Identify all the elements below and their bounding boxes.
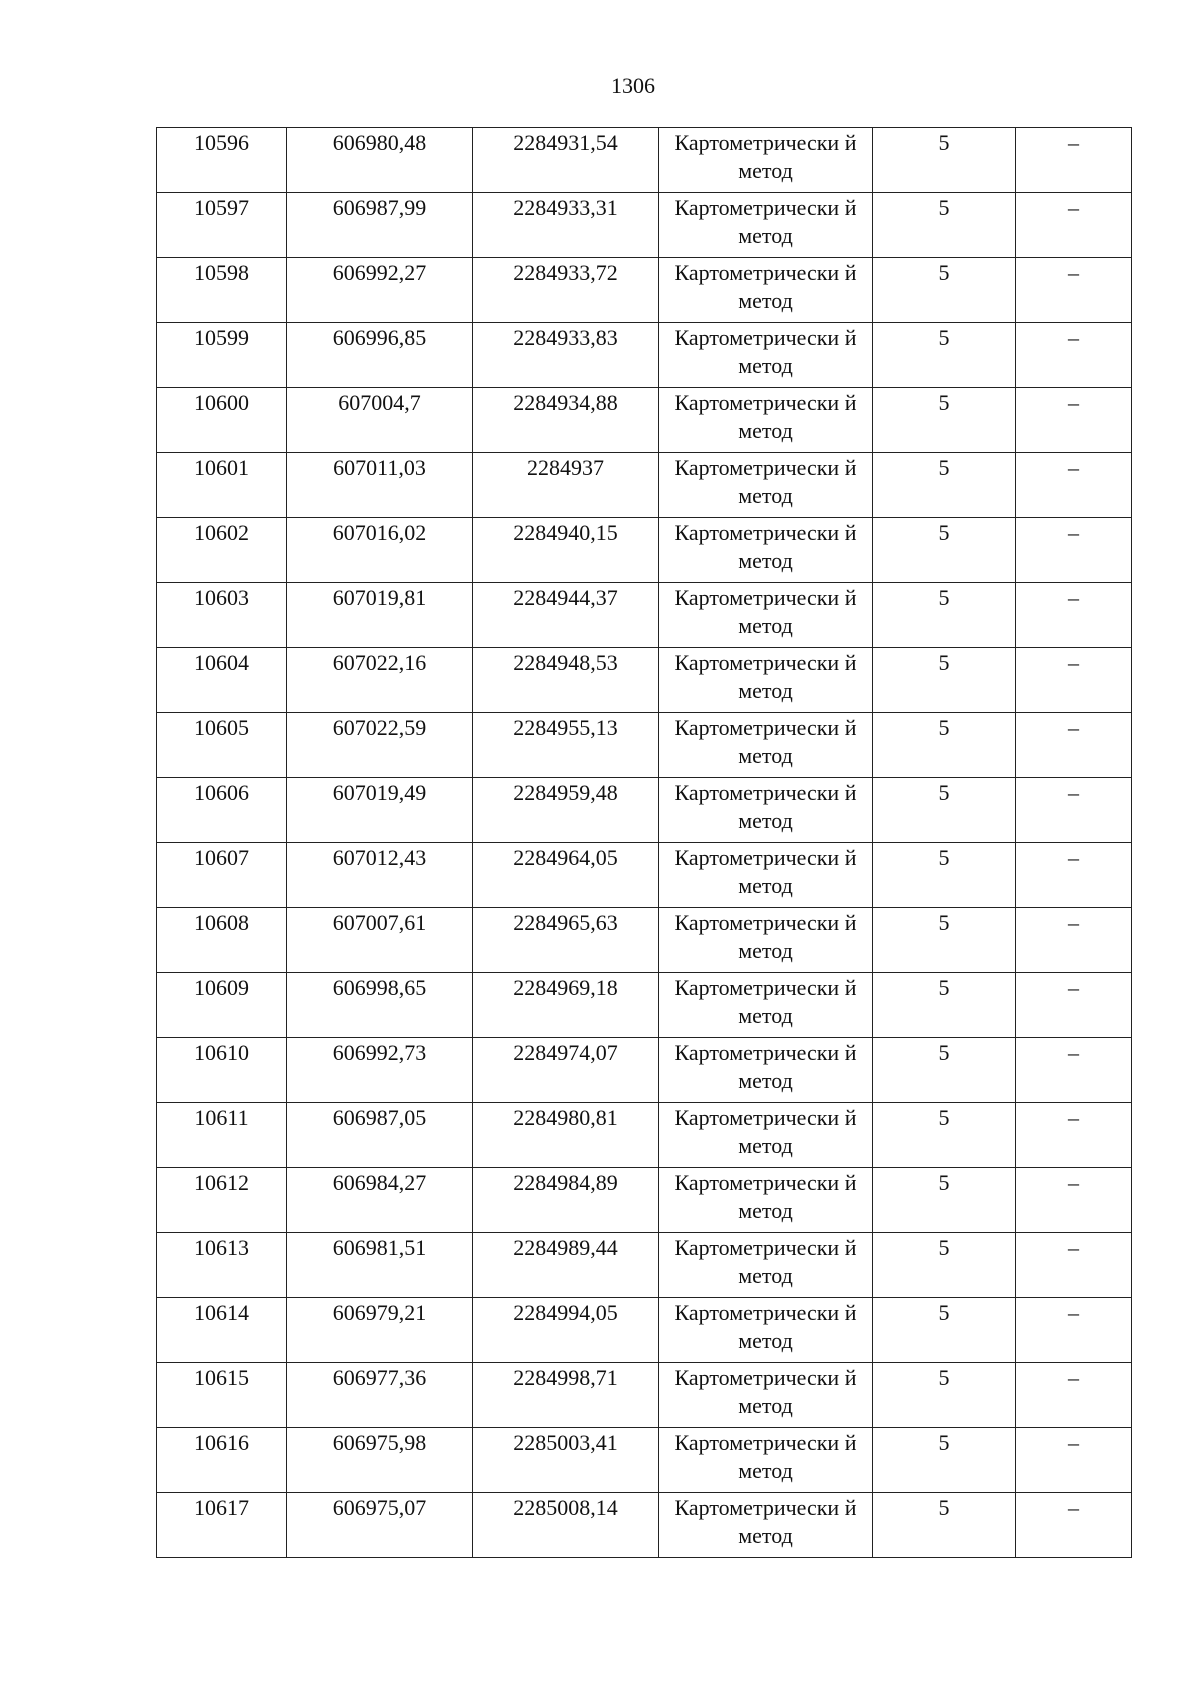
y-coordinate-cell-text: 2284964,05 <box>513 845 618 870</box>
note-cell <box>1016 128 1132 193</box>
accuracy-cell <box>873 453 1016 518</box>
accuracy-cell-text: 5 <box>938 1235 950 1260</box>
method-cell-text: Картометрически й метод <box>674 1430 857 1483</box>
method-cell <box>659 453 873 518</box>
y-coordinate-cell <box>473 1428 659 1493</box>
method-cell <box>659 908 873 973</box>
accuracy-cell-text: 5 <box>938 1430 950 1455</box>
y-coordinate-cell-text: 2284969,18 <box>513 975 618 1000</box>
note-cell-text: – <box>1068 910 1079 935</box>
note-cell <box>1016 453 1132 518</box>
y-coordinate-cell-text: 2284994,05 <box>513 1300 618 1325</box>
note-cell-text: – <box>1068 195 1079 220</box>
note-cell <box>1016 843 1132 908</box>
accuracy-cell <box>873 1428 1016 1493</box>
method-cell-text: Картометрически й метод <box>674 520 857 573</box>
point-id-cell <box>157 1168 287 1233</box>
y-coordinate-cell-text: 2284955,13 <box>513 715 618 740</box>
method-cell-text: Картометрически й метод <box>674 780 857 833</box>
table-row <box>157 128 1132 193</box>
accuracy-cell-text: 5 <box>938 1300 950 1325</box>
x-coordinate-cell <box>287 1428 473 1493</box>
y-coordinate-cell-text: 2284940,15 <box>513 520 618 545</box>
method-cell-text: Картометрически й метод <box>674 1365 857 1418</box>
method-cell-text: Картометрически й метод <box>674 455 857 508</box>
accuracy-cell-text: 5 <box>938 325 950 350</box>
method-cell-text: Картометрически й метод <box>674 715 857 768</box>
y-coordinate-cell-text: 2284965,63 <box>513 910 618 935</box>
note-cell <box>1016 973 1132 1038</box>
point-id-cell-text: 10617 <box>194 1495 249 1520</box>
point-id-cell <box>157 1493 287 1558</box>
table-row <box>157 1168 1132 1233</box>
y-coordinate-cell <box>473 128 659 193</box>
note-cell-text: – <box>1068 1105 1079 1130</box>
method-cell-text: Картометрически й метод <box>674 1105 857 1158</box>
point-id-cell <box>157 973 287 1038</box>
y-coordinate-cell-text: 2284933,83 <box>513 325 618 350</box>
x-coordinate-cell-text: 607004,7 <box>338 390 421 415</box>
x-coordinate-cell <box>287 388 473 453</box>
y-coordinate-cell <box>473 1363 659 1428</box>
point-id-cell-text: 10607 <box>194 845 249 870</box>
point-id-cell <box>157 843 287 908</box>
accuracy-cell-text: 5 <box>938 1105 950 1130</box>
x-coordinate-cell <box>287 518 473 583</box>
note-cell <box>1016 1493 1132 1558</box>
table-row <box>157 648 1132 713</box>
point-id-cell-text: 10600 <box>194 390 249 415</box>
method-cell <box>659 1103 873 1168</box>
point-id-cell-text: 10614 <box>194 1300 249 1325</box>
method-cell <box>659 843 873 908</box>
method-cell <box>659 1363 873 1428</box>
method-cell <box>659 1493 873 1558</box>
point-id-cell <box>157 388 287 453</box>
point-id-cell-text: 10615 <box>194 1365 249 1390</box>
y-coordinate-cell <box>473 193 659 258</box>
accuracy-cell <box>873 128 1016 193</box>
note-cell <box>1016 1168 1132 1233</box>
accuracy-cell <box>873 1363 1016 1428</box>
method-cell-text: Картометрически й метод <box>674 325 857 378</box>
note-cell-text: – <box>1068 1040 1079 1065</box>
accuracy-cell-text: 5 <box>938 1040 950 1065</box>
note-cell-text: – <box>1068 585 1079 610</box>
y-coordinate-cell <box>473 388 659 453</box>
note-cell-text: – <box>1068 1430 1079 1455</box>
x-coordinate-cell-text: 606975,98 <box>332 1430 427 1455</box>
x-coordinate-cell <box>287 778 473 843</box>
point-id-cell-text: 10613 <box>194 1235 249 1260</box>
note-cell-text: – <box>1068 1495 1079 1520</box>
y-coordinate-cell <box>473 453 659 518</box>
y-coordinate-cell <box>473 518 659 583</box>
method-cell <box>659 1168 873 1233</box>
table-row <box>157 453 1132 518</box>
note-cell <box>1016 1038 1132 1103</box>
x-coordinate-cell <box>287 843 473 908</box>
x-coordinate-cell-text: 607007,61 <box>332 910 427 935</box>
method-cell <box>659 583 873 648</box>
method-cell-text: Картометрически й метод <box>674 390 857 443</box>
x-coordinate-cell-text: 607012,43 <box>332 845 427 870</box>
accuracy-cell <box>873 843 1016 908</box>
note-cell-text: – <box>1068 390 1079 415</box>
note-cell-text: – <box>1068 1235 1079 1260</box>
y-coordinate-cell <box>473 1038 659 1103</box>
point-id-cell-text: 10612 <box>194 1170 249 1195</box>
point-id-cell <box>157 583 287 648</box>
method-cell-text: Картометрически й метод <box>674 130 857 183</box>
y-coordinate-cell-text: 2284933,72 <box>513 260 618 285</box>
method-cell <box>659 1298 873 1363</box>
table-row <box>157 778 1132 843</box>
note-cell-text: – <box>1068 520 1079 545</box>
point-id-cell <box>157 1298 287 1363</box>
y-coordinate-cell <box>473 258 659 323</box>
x-coordinate-cell <box>287 1103 473 1168</box>
y-coordinate-cell-text: 2284989,44 <box>513 1235 618 1260</box>
table-row <box>157 388 1132 453</box>
note-cell-text: – <box>1068 845 1079 870</box>
note-cell <box>1016 518 1132 583</box>
table-row <box>157 583 1132 648</box>
x-coordinate-cell-text: 606992,73 <box>332 1040 427 1065</box>
point-id-cell-text: 10596 <box>194 130 249 155</box>
accuracy-cell <box>873 518 1016 583</box>
x-coordinate-cell-text: 607022,59 <box>332 715 427 740</box>
x-coordinate-cell <box>287 128 473 193</box>
x-coordinate-cell <box>287 1168 473 1233</box>
accuracy-cell <box>873 1298 1016 1363</box>
table-row <box>157 1233 1132 1298</box>
table-row <box>157 193 1132 258</box>
table-row <box>157 323 1132 388</box>
point-id-cell <box>157 1103 287 1168</box>
point-id-cell <box>157 1233 287 1298</box>
point-id-cell-text: 10598 <box>194 260 249 285</box>
accuracy-cell-text: 5 <box>938 650 950 675</box>
x-coordinate-cell-text: 606979,21 <box>332 1300 427 1325</box>
accuracy-cell-text: 5 <box>938 910 950 935</box>
note-cell <box>1016 908 1132 973</box>
method-cell <box>659 713 873 778</box>
point-id-cell-text: 10604 <box>194 650 249 675</box>
coordinates-table <box>156 127 1132 1558</box>
note-cell <box>1016 713 1132 778</box>
x-coordinate-cell <box>287 973 473 1038</box>
point-id-cell-text: 10597 <box>194 195 249 220</box>
method-cell <box>659 1428 873 1493</box>
y-coordinate-cell <box>473 648 659 713</box>
note-cell <box>1016 778 1132 843</box>
x-coordinate-cell <box>287 453 473 518</box>
method-cell-text: Картометрически й метод <box>674 1235 857 1288</box>
x-coordinate-cell-text: 607016,02 <box>332 520 427 545</box>
note-cell <box>1016 388 1132 453</box>
method-cell-text: Картометрически й метод <box>674 195 857 248</box>
accuracy-cell <box>873 1493 1016 1558</box>
point-id-cell-text: 10605 <box>194 715 249 740</box>
note-cell <box>1016 1233 1132 1298</box>
x-coordinate-cell-text: 607019,49 <box>332 780 427 805</box>
accuracy-cell <box>873 908 1016 973</box>
x-coordinate-cell <box>287 583 473 648</box>
x-coordinate-cell-text: 606996,85 <box>332 325 427 350</box>
y-coordinate-cell-text: 2284933,31 <box>513 195 618 220</box>
method-cell <box>659 973 873 1038</box>
note-cell <box>1016 1298 1132 1363</box>
y-coordinate-cell-text: 2284944,37 <box>513 585 618 610</box>
point-id-cell <box>157 1428 287 1493</box>
y-coordinate-cell-text: 2284931,54 <box>513 130 618 155</box>
point-id-cell-text: 10606 <box>194 780 249 805</box>
x-coordinate-cell <box>287 1298 473 1363</box>
y-coordinate-cell <box>473 843 659 908</box>
x-coordinate-cell <box>287 1363 473 1428</box>
y-coordinate-cell <box>473 713 659 778</box>
method-cell-text: Картометрически й метод <box>674 585 857 638</box>
note-cell <box>1016 583 1132 648</box>
method-cell-text: Картометрически й метод <box>674 910 857 963</box>
note-cell <box>1016 258 1132 323</box>
note-cell-text: – <box>1068 455 1079 480</box>
method-cell <box>659 323 873 388</box>
note-cell-text: – <box>1068 650 1079 675</box>
y-coordinate-cell <box>473 1168 659 1233</box>
table-row <box>157 1428 1132 1493</box>
accuracy-cell-text: 5 <box>938 455 950 480</box>
point-id-cell-text: 10599 <box>194 325 249 350</box>
accuracy-cell-text: 5 <box>938 195 950 220</box>
method-cell-text: Картометрически й метод <box>674 1170 857 1223</box>
point-id-cell-text: 10616 <box>194 1430 249 1455</box>
x-coordinate-cell <box>287 648 473 713</box>
x-coordinate-cell <box>287 1038 473 1103</box>
note-cell <box>1016 1363 1132 1428</box>
x-coordinate-cell-text: 606987,99 <box>332 195 427 220</box>
accuracy-cell <box>873 323 1016 388</box>
y-coordinate-cell-text: 2285008,14 <box>513 1495 618 1520</box>
x-coordinate-cell <box>287 1493 473 1558</box>
note-cell-text: – <box>1068 780 1079 805</box>
x-coordinate-cell-text: 606984,27 <box>332 1170 427 1195</box>
accuracy-cell-text: 5 <box>938 1170 950 1195</box>
y-coordinate-cell <box>473 1103 659 1168</box>
method-cell-text: Картометрически й метод <box>674 650 857 703</box>
note-cell <box>1016 323 1132 388</box>
table-row <box>157 973 1132 1038</box>
point-id-cell-text: 10611 <box>194 1105 249 1130</box>
x-coordinate-cell <box>287 908 473 973</box>
accuracy-cell-text: 5 <box>938 715 950 740</box>
method-cell <box>659 193 873 258</box>
coordinates-table-body <box>157 128 1132 1558</box>
x-coordinate-cell <box>287 323 473 388</box>
x-coordinate-cell-text: 606980,48 <box>332 130 427 155</box>
x-coordinate-cell-text: 606987,05 <box>332 1105 427 1130</box>
y-coordinate-cell <box>473 1493 659 1558</box>
accuracy-cell <box>873 258 1016 323</box>
method-cell-text: Картометрически й метод <box>674 1040 857 1093</box>
point-id-cell-text: 10601 <box>194 455 249 480</box>
method-cell <box>659 1233 873 1298</box>
accuracy-cell-text: 5 <box>938 585 950 610</box>
y-coordinate-cell <box>473 778 659 843</box>
table-row <box>157 1038 1132 1103</box>
y-coordinate-cell <box>473 1233 659 1298</box>
table-row <box>157 908 1132 973</box>
note-cell-text: – <box>1068 975 1079 1000</box>
point-id-cell <box>157 518 287 583</box>
y-coordinate-cell-text: 2284974,07 <box>513 1040 618 1065</box>
accuracy-cell <box>873 583 1016 648</box>
point-id-cell <box>157 193 287 258</box>
y-coordinate-cell-text: 2284984,89 <box>513 1170 618 1195</box>
accuracy-cell-text: 5 <box>938 780 950 805</box>
method-cell-text: Картометрически й метод <box>674 260 857 313</box>
note-cell-text: – <box>1068 325 1079 350</box>
point-id-cell <box>157 1038 287 1103</box>
accuracy-cell <box>873 1233 1016 1298</box>
x-coordinate-cell-text: 606981,51 <box>332 1235 427 1260</box>
accuracy-cell <box>873 648 1016 713</box>
accuracy-cell <box>873 1038 1016 1103</box>
y-coordinate-cell <box>473 323 659 388</box>
method-cell <box>659 648 873 713</box>
method-cell-text: Картометрически й метод <box>674 1300 857 1353</box>
x-coordinate-cell <box>287 1233 473 1298</box>
accuracy-cell <box>873 1103 1016 1168</box>
accuracy-cell-text: 5 <box>938 130 950 155</box>
point-id-cell <box>157 713 287 778</box>
accuracy-cell <box>873 388 1016 453</box>
accuracy-cell <box>873 713 1016 778</box>
accuracy-cell <box>873 193 1016 258</box>
table-row <box>157 843 1132 908</box>
table-row <box>157 1298 1132 1363</box>
accuracy-cell-text: 5 <box>938 1495 950 1520</box>
y-coordinate-cell-text: 2284959,48 <box>513 780 618 805</box>
point-id-cell <box>157 453 287 518</box>
y-coordinate-cell <box>473 1298 659 1363</box>
table-row <box>157 258 1132 323</box>
method-cell <box>659 518 873 583</box>
point-id-cell-text: 10610 <box>194 1040 249 1065</box>
point-id-cell <box>157 128 287 193</box>
method-cell <box>659 1038 873 1103</box>
accuracy-cell-text: 5 <box>938 845 950 870</box>
y-coordinate-cell-text: 2284948,53 <box>513 650 618 675</box>
x-coordinate-cell-text: 607022,16 <box>332 650 427 675</box>
note-cell-text: – <box>1068 130 1079 155</box>
accuracy-cell-text: 5 <box>938 975 950 1000</box>
method-cell-text: Картометрически й метод <box>674 845 857 898</box>
note-cell <box>1016 1103 1132 1168</box>
page-number: 1306 <box>611 73 655 98</box>
point-id-cell <box>157 908 287 973</box>
table-row <box>157 518 1132 583</box>
accuracy-cell <box>873 973 1016 1038</box>
note-cell <box>1016 648 1132 713</box>
method-cell <box>659 128 873 193</box>
table-row <box>157 713 1132 778</box>
y-coordinate-cell-text: 2284937 <box>527 455 604 480</box>
x-coordinate-cell <box>287 713 473 778</box>
point-id-cell <box>157 1363 287 1428</box>
point-id-cell <box>157 778 287 843</box>
accuracy-cell-text: 5 <box>938 390 950 415</box>
point-id-cell <box>157 258 287 323</box>
note-cell-text: – <box>1068 715 1079 740</box>
note-cell-text: – <box>1068 1365 1079 1390</box>
method-cell <box>659 258 873 323</box>
table-row <box>157 1103 1132 1168</box>
accuracy-cell-text: 5 <box>938 260 950 285</box>
x-coordinate-cell-text: 606992,27 <box>332 260 427 285</box>
method-cell <box>659 388 873 453</box>
method-cell-text: Картометрически й метод <box>674 975 857 1028</box>
point-id-cell-text: 10609 <box>194 975 249 1000</box>
note-cell-text: – <box>1068 260 1079 285</box>
y-coordinate-cell-text: 2284980,81 <box>513 1105 618 1130</box>
note-cell <box>1016 193 1132 258</box>
x-coordinate-cell-text: 606977,36 <box>332 1365 427 1390</box>
x-coordinate-cell-text: 606998,65 <box>332 975 427 1000</box>
x-coordinate-cell <box>287 258 473 323</box>
x-coordinate-cell-text: 606975,07 <box>332 1495 427 1520</box>
x-coordinate-cell <box>287 193 473 258</box>
x-coordinate-cell-text: 607011,03 <box>333 455 426 480</box>
y-coordinate-cell <box>473 973 659 1038</box>
table-row <box>157 1493 1132 1558</box>
note-cell-text: – <box>1068 1300 1079 1325</box>
y-coordinate-cell-text: 2284998,71 <box>513 1365 618 1390</box>
point-id-cell-text: 10608 <box>194 910 249 935</box>
point-id-cell-text: 10603 <box>194 585 249 610</box>
table-row <box>157 1363 1132 1428</box>
point-id-cell <box>157 323 287 388</box>
note-cell <box>1016 1428 1132 1493</box>
x-coordinate-cell-text: 607019,81 <box>332 585 427 610</box>
note-cell-text: – <box>1068 1170 1079 1195</box>
y-coordinate-cell <box>473 908 659 973</box>
accuracy-cell-text: 5 <box>938 1365 950 1390</box>
accuracy-cell <box>873 778 1016 843</box>
y-coordinate-cell-text: 2285003,41 <box>513 1430 618 1455</box>
y-coordinate-cell-text: 2284934,88 <box>513 390 618 415</box>
method-cell-text: Картометрически й метод <box>674 1495 857 1548</box>
point-id-cell <box>157 648 287 713</box>
point-id-cell-text: 10602 <box>194 520 249 545</box>
accuracy-cell <box>873 1168 1016 1233</box>
method-cell <box>659 778 873 843</box>
y-coordinate-cell <box>473 583 659 648</box>
accuracy-cell-text: 5 <box>938 520 950 545</box>
